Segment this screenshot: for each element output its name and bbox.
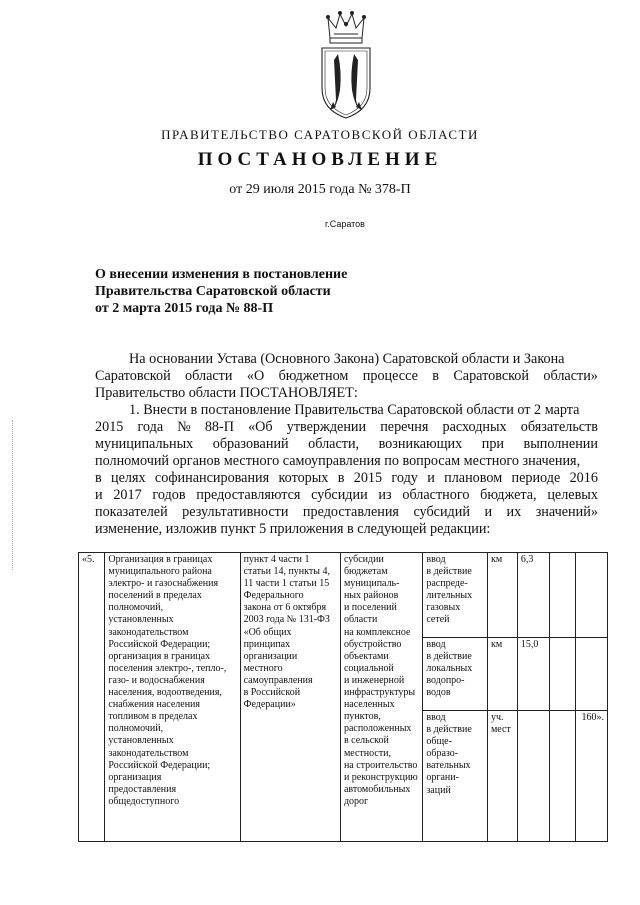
word: 2017 [113,487,142,503]
word: субсидий [413,504,470,520]
body-text [95,351,598,538]
word: и [427,470,435,486]
unit-cell: уч. мест [487,711,517,842]
cell-line: пунктов, [343,711,381,723]
cell-line: в действие [426,651,472,663]
word: бюджета, [480,487,537,503]
empty-cell [549,711,575,842]
cell-line: бюджетам [343,566,388,578]
cell-line: Федерального [243,590,304,602]
value-cell: 6,3 [517,553,549,638]
body-line: На основании Устава (Основного Закона) Саратовской области и Закона [129,351,565,367]
cell-line: ных районов [343,590,399,602]
word: целевых [547,487,598,503]
cell-line: в Российской [243,687,301,699]
word: утверждении [286,419,367,435]
cell-line: на строительство [343,759,418,771]
cell-line: «Об общих [243,626,292,638]
cell-line: водопро- [426,675,465,687]
cell-line: и инженерной [343,674,405,686]
extra-cell [575,553,607,638]
cell-line: самоуправления [243,674,313,686]
word: области, [308,436,360,452]
word: выполнении [523,436,598,452]
word: из [378,487,392,503]
cell-line: населения, водоотведения, [108,687,222,699]
table-row [79,553,608,638]
cell-line: инфраструктуры [343,687,416,699]
cell-line: органи- [426,772,459,784]
cell-line: организация [108,771,162,783]
cell-line: заций [426,784,451,796]
word: года [137,419,164,435]
cell-line: ввод [426,712,446,723]
cell-line: образо- [426,748,459,760]
cell-line: организация в границах [108,650,211,662]
cell-line: лительных [426,590,473,602]
cell-line: водов [426,687,451,699]
word: предоставления [302,504,399,520]
body-line [95,419,598,436]
empty-cell [549,553,575,638]
cell-line: закона от 6 октября [243,602,327,614]
cell-line: поселений в пределах [108,590,202,602]
word: области [185,368,233,384]
cell-line: и реконструкцию [343,771,418,783]
city: г.Саратов [325,219,365,229]
cell-line: на комплексное [343,626,411,638]
body-line: изменение, изложив пункт 5 приложения в следующей редакции: [95,521,491,537]
body-line: 1. Внести в постановление Правительства Саратовской области от 2 марта [129,402,580,418]
cell-line: Российской Федерации; [108,759,211,771]
body-line [95,436,598,453]
word: предоставляются [196,487,301,503]
cell-line: установленных [108,735,174,747]
cell-line: области [343,614,378,626]
cell-line: социальной [343,662,394,674]
cell-line: полномочий, [108,723,164,735]
cell-line: ввод [426,554,446,565]
cell-line: и поселений [343,602,397,614]
indicator-cell [423,553,488,638]
empty-cell [549,638,575,711]
subject-line: от 2 марта 2015 года № 88-П [95,301,274,316]
word: расходных [442,419,507,435]
cell-line: организации [243,650,298,662]
unit-cell: км [487,553,517,638]
body-line: Правительство области ПОСТАНОВЛЯЕТ: [95,385,358,401]
word: 2015 [353,470,383,486]
word: которых [278,470,329,486]
subject-line: Правительства Саратовской области [95,284,331,299]
word: годов [152,487,186,503]
word: образований [212,436,289,452]
cell-line: пункт 4 части 1 [243,554,310,565]
cell-line: Федерации» [243,699,296,711]
cell-line: сетей [426,614,450,626]
value-cell [517,711,549,842]
cell-line: установленных [108,614,174,626]
sterlet-icon [330,54,362,110]
word: результативности [182,504,289,520]
cell-line: обще- [426,736,452,748]
crown-icon [327,12,366,44]
cell-line: субсидии [343,554,384,565]
word: области» [543,368,598,384]
cell-line: газовых [426,602,461,614]
government-name: ПРАВИТЕЛЬСТВО САРАТОВСКОЙ ОБЛАСТИ [161,127,479,142]
word: периоде [511,470,561,486]
cell-line: статьи 14, пункты 4, [243,566,330,578]
cell-line: предоставления [108,783,177,795]
cell-line: принципах [243,638,291,650]
cell-line: законодательством [108,747,189,759]
cell-line: в действие [426,566,472,578]
word: в [95,470,102,486]
cell-line: топливом в пределах [108,711,198,723]
word: № [177,419,191,435]
word: процессе [362,368,418,384]
cell-line: Организация в границах [108,554,213,565]
word: и [484,504,493,520]
body-line [95,487,598,504]
cell-line: распреде- [426,578,468,590]
word: значений» [535,504,598,520]
word: бюджетном [278,368,349,384]
word: показателей [95,504,168,520]
word: возникающих [378,436,463,452]
cell-line: Российской Федерации; [108,638,211,650]
cell-line: полномочий, [108,602,164,614]
subsidy-cell [340,553,422,842]
cell-line: ввод [426,639,446,650]
value-cell: 15,0 [517,638,549,711]
shield-icon [322,48,370,118]
cell-line: поселения электро-, тепло-, [108,662,227,674]
word: перечня [380,419,429,435]
margin-mark [12,420,14,570]
cell-line: населенных [343,699,395,711]
cell-line: объектами [343,650,389,662]
cell-line: автомобильных [343,783,411,795]
word: муниципальных [95,436,194,452]
word: их [506,504,522,520]
unit-cell: км [487,638,517,711]
cell-line: снабжения населения [108,699,201,711]
cell-line: законодательством [108,626,189,638]
body-line: полномочий органов местного самоуправления по вопросам местного значения, [95,453,581,469]
subject-heading [95,266,347,317]
coat-of-arms-emblem [316,10,376,122]
word: в [337,470,345,486]
cell-line: муниципального района [108,566,212,578]
legal-basis-cell [240,553,340,842]
cell-line: электро- и газоснабжения [108,578,219,590]
item-number: «5. [79,553,105,842]
cell-line: в действие [426,724,472,736]
cell-line: 11 части 1 статьи 15 [243,578,330,590]
word: обязательств [520,419,598,435]
body-line [95,470,598,487]
cell-line: в сельской [343,735,389,747]
word: Саратовской [95,368,171,384]
cell-line: общедоступного [108,795,180,807]
cell-line: дорог [343,795,369,807]
word: при [481,436,505,452]
cell-line: вательных [426,760,471,772]
indicator-cell [423,711,488,842]
word: 88-П [204,419,234,435]
cell-line: газо- и водоснабжения [108,674,205,686]
body-line [95,368,598,385]
date-number: от 29 июля 2015 года № 378-П [229,182,411,197]
cell-line: местного [243,662,283,674]
word: «О [246,368,265,384]
subject-line: О внесении изменения в постановление [95,267,348,282]
word: субсидии [311,487,368,503]
word: областного [402,487,470,503]
extra-cell: 160». [575,711,607,842]
cell-line: расположенных [343,723,412,735]
cell-line: муниципаль- [343,578,400,590]
word: «Об [248,419,273,435]
cell-line: местности, [343,747,392,759]
indicator-cell [423,638,488,711]
word: плановом [444,470,503,486]
obligations-table [78,552,608,842]
word: году [391,470,418,486]
word: целях [111,470,146,486]
word: софинансирования [154,470,270,486]
document-type: ПОСТАНОВЛЕНИЕ [197,149,443,170]
word: 2016 [569,470,598,486]
word: и [95,487,103,503]
cell-line: локальных [426,663,473,675]
obligation-cell [105,553,240,842]
word: в [432,368,439,384]
cell-line: 2003 года № 131-ФЗ [243,614,330,626]
word: Саратовской [453,368,529,384]
cell-line: обустройство [343,638,402,650]
extra-cell [575,638,607,711]
word: 2015 [95,419,124,435]
body-line [95,504,598,521]
